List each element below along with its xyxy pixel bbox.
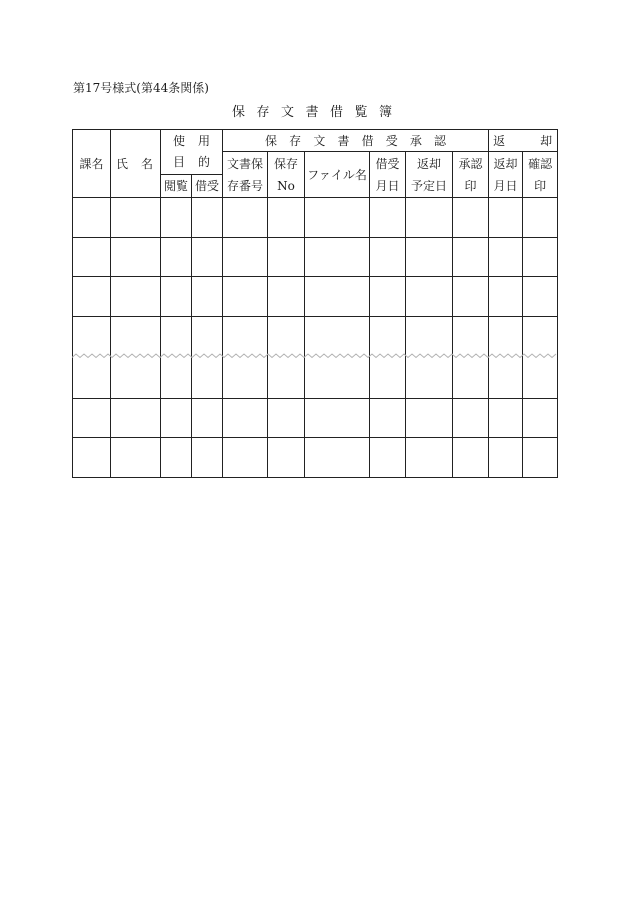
table-cell <box>223 198 268 238</box>
header-name: 氏 名 <box>111 130 161 198</box>
table-cell <box>370 399 406 438</box>
header-storage-number-line1: 保存 <box>274 156 299 171</box>
table-cell <box>523 438 558 478</box>
header-return-due-date-line2: 予定日 <box>411 178 448 193</box>
table-cell <box>370 238 406 277</box>
table-cell <box>406 357 453 399</box>
table-cell <box>73 198 111 238</box>
table-cell <box>73 238 111 277</box>
header-confirmation-seal-line1: 確認 <box>528 156 553 171</box>
header-approval-seal <box>453 152 489 198</box>
table-cell <box>523 399 558 438</box>
header-document-number <box>223 152 268 198</box>
header-file-name: ファイル名 <box>305 152 370 198</box>
table-cell <box>523 277 558 317</box>
table-cell <box>489 399 523 438</box>
header-return-due-date-line1: 返却 <box>417 156 442 171</box>
table-cell <box>370 438 406 478</box>
header-confirmation-seal <box>523 152 558 198</box>
table-cell <box>111 277 161 317</box>
table-cell <box>161 357 192 399</box>
table-cell <box>305 277 370 317</box>
table-cell <box>489 277 523 317</box>
table-cell <box>453 238 489 277</box>
header-row-1 <box>73 130 558 152</box>
header-document-number-line1: 文書保 <box>227 156 264 171</box>
table-cell <box>268 277 305 317</box>
table-cell <box>192 198 223 238</box>
table-cell <box>111 357 161 399</box>
table-cell <box>406 277 453 317</box>
table-cell <box>223 357 268 399</box>
header-borrow-date-line2: 月日 <box>375 178 400 193</box>
header-department: 課名 <box>73 130 111 198</box>
table-cell <box>223 277 268 317</box>
table-cell <box>370 198 406 238</box>
row-break-wave <box>72 351 558 361</box>
table-cell <box>192 357 223 399</box>
table-cell <box>161 198 192 238</box>
table-cell <box>268 198 305 238</box>
table-cell <box>161 399 192 438</box>
header-storage-number <box>268 152 305 198</box>
table-cell <box>223 238 268 277</box>
header-return-date-line1: 返却 <box>493 156 518 171</box>
table-cell <box>111 438 161 478</box>
table-row <box>73 277 558 317</box>
header-purpose <box>161 130 223 175</box>
table-cell <box>523 198 558 238</box>
table-cell <box>111 198 161 238</box>
header-document-number-line2: 存番号 <box>227 178 264 193</box>
table-row <box>73 438 558 478</box>
header-purpose-borrow: 借受 <box>192 175 223 198</box>
header-approval-seal-line2: 印 <box>464 178 477 193</box>
table-cell <box>305 399 370 438</box>
table-cell <box>192 438 223 478</box>
table-cell <box>406 438 453 478</box>
header-return-due-date <box>406 152 453 198</box>
table-cell <box>305 198 370 238</box>
header-borrow-date <box>370 152 406 198</box>
table-cell <box>161 277 192 317</box>
table-cell <box>268 399 305 438</box>
table-cell <box>73 438 111 478</box>
header-borrow-date-line1: 借受 <box>375 156 400 171</box>
table-cell <box>111 399 161 438</box>
table-cell <box>73 277 111 317</box>
table-cell <box>406 238 453 277</box>
header-return-date <box>489 152 523 198</box>
table-cell <box>268 438 305 478</box>
table-cell <box>489 438 523 478</box>
table-cell <box>406 198 453 238</box>
table-row <box>73 198 558 238</box>
table-cell <box>268 238 305 277</box>
table-cell <box>161 438 192 478</box>
table-cell <box>268 357 305 399</box>
header-purpose-line1: 使 用 <box>173 134 211 148</box>
table-cell <box>305 238 370 277</box>
table-row <box>73 238 558 277</box>
table-cell <box>192 277 223 317</box>
header-purpose-view: 閲覧 <box>161 175 192 198</box>
header-approval-seal-line1: 承認 <box>458 156 483 171</box>
table-cell <box>192 238 223 277</box>
table-cell <box>223 438 268 478</box>
table-cell <box>161 238 192 277</box>
table-cell <box>305 438 370 478</box>
table-cell <box>523 357 558 399</box>
header-confirmation-seal-line2: 印 <box>534 178 547 193</box>
table-cell <box>370 357 406 399</box>
table-cell <box>489 198 523 238</box>
table-row <box>73 399 558 438</box>
header-approval-group: 保 存 文 書 借 受 承 認 <box>223 130 489 152</box>
header-return-group: 返 却 <box>489 130 558 152</box>
table-cell <box>523 238 558 277</box>
table-cell <box>73 357 111 399</box>
table-cell <box>453 438 489 478</box>
header-return-date-line2: 月日 <box>493 178 518 193</box>
table-cell <box>453 357 489 399</box>
borrowing-log-table <box>72 129 558 478</box>
table-cell <box>73 399 111 438</box>
row-break-wave-line <box>72 354 556 358</box>
form-number: 第17号様式(第44条関係) <box>73 81 209 95</box>
table-cell <box>223 399 268 438</box>
header-purpose-line2: 目 的 <box>173 155 211 169</box>
table-cell <box>406 399 453 438</box>
table-cell <box>192 399 223 438</box>
table-cell <box>305 357 370 399</box>
table-cell <box>453 399 489 438</box>
table-row <box>73 357 558 399</box>
table-cell <box>489 357 523 399</box>
table-cell <box>489 238 523 277</box>
table-cell <box>370 277 406 317</box>
table-cell <box>453 198 489 238</box>
table-cell <box>453 277 489 317</box>
document-title: 保 存 文 書 借 覧 簿 <box>232 105 392 120</box>
table-cell <box>111 238 161 277</box>
header-storage-number-line2: No <box>277 178 295 193</box>
